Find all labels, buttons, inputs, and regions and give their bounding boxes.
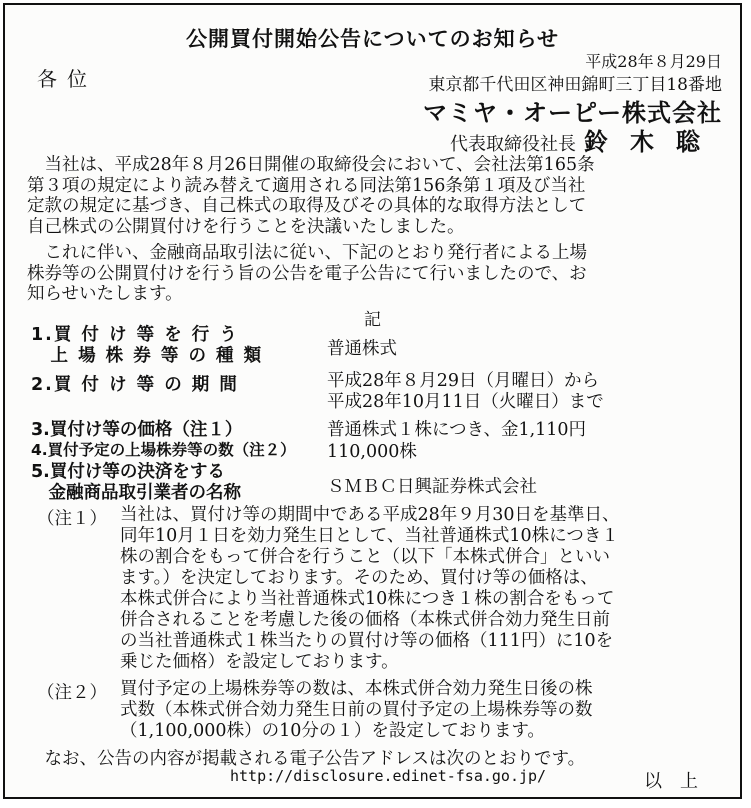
paragraph-line: 第３項の規定により読み替えて適用される同法第156条第１項及び当社 [27,175,586,196]
item-value-line: 平成28年10月11日（火曜日）まで [327,392,604,412]
addressee: 各位 [37,67,97,91]
paragraph-line: 当社は、平成28年８月26日開催の取締役会において、会社法第165条 [27,155,595,175]
paragraph-line: 知らせいたします。 [27,284,183,304]
item-label-line: 1.買 付 け 等 を 行 う [31,325,239,345]
note-2-marker: （注２） [37,683,107,703]
item-3-value: 普通株式１株につき、金1,110円 [327,420,587,440]
note-line: 本株式併合により当社普通株式10株につき１株の割合をもって [120,589,615,609]
note-line: （1,100,000株）の10分の１）を設定しております。 [120,721,545,741]
notice-date: 平成28年８月29日 [585,52,722,71]
note-line: 併合されることを考慮した後の価格（本株式併合効力発生日前 [120,610,610,630]
public-notice [3,3,742,799]
representative-name: 鈴木聡 [584,127,722,156]
note-line: の当社普通株式１株当たりの買付け等の価格（111円）に10を [120,631,614,651]
item-5-label [31,462,241,504]
ijo-end-mark: 以上 [644,771,716,792]
note-line: 買付予定の上場株券等の数は、本株式併合効力発生日後の株 [120,679,593,699]
note-line: 株の割合をもって併合を行うこと（以下「本株式併合」といい [120,547,610,567]
item-2-label: 2.買 付 け 等 の 期 間 [31,375,239,395]
item-label-line: 上 場 株 券 等 の 種 類 [31,346,264,366]
notice-title: 公開買付開始公告についてのお知らせ [186,27,559,51]
note-2-text [120,679,740,742]
item-label-line: 金融商品取引業者の名称 [31,483,241,503]
representative [450,122,722,157]
paragraph-line: 定款の規定に基づき、自己株式の取得及びその具体的な取得方法として [27,196,587,216]
item-2-value [327,371,604,413]
item-label-line: 5.買付け等の決済をする [31,462,225,482]
item-3-label: 3.買付け等の価格（注１） [31,420,243,440]
paragraph-line: これに伴い、金融商品取引法に従い、下記のとおり発行者による上場 [27,243,587,263]
company-name: マミヤ・オーピー株式会社 [422,99,722,127]
item-value-line: 平成28年８月29日（月曜日）から [327,371,600,391]
note-1-text [120,505,740,673]
ki-heading: 記 [364,310,381,330]
note-1-marker: （注１） [37,509,107,529]
item-4-label: 4.買付予定の上場株券等の数（注２） [31,441,296,459]
item-1-value: 普通株式 [327,339,397,359]
note-line: ます。）を決定しております。そのため、買付け等の価格は、 [120,568,598,588]
note-line: 式数（本株式併合効力発生日前の買付予定の上場株券等の数 [120,700,593,720]
note-line: 乗じた価格）を設定しております。 [120,652,399,672]
paragraph-line: 自己株式の公開買付けを行うことを決議いたしました。 [27,216,465,237]
representative-title: 代表取締役社長 [450,134,576,155]
paragraph-line: 株券等の公開買付けを行う旨の公告を電子公告にて行いましたので、お [27,263,587,284]
note-line: 同年10月１日を効力発生日として、当社普通株式10株につき１ [120,526,619,546]
company-address: 東京都千代田区神田錦町三丁目18番地 [428,75,722,95]
item-1-label [31,325,263,367]
item-5-value: ＳＭＢＣ日興証券株式会社 [327,477,537,497]
disclosure-url[interactable]: http://disclosure.edinet-fsa.go.jp/ [230,767,547,785]
paragraph-announcement [27,243,737,305]
note-line: 当社は、買付け等の期間中である平成28年９月30日を基準日、 [120,505,620,525]
closing-text: なお、公告の内容が掲載される電子公告アドレスは次のとおりです。 [27,749,586,769]
paragraph-resolution [27,155,737,237]
item-4-value: 110,000株 [327,442,417,462]
